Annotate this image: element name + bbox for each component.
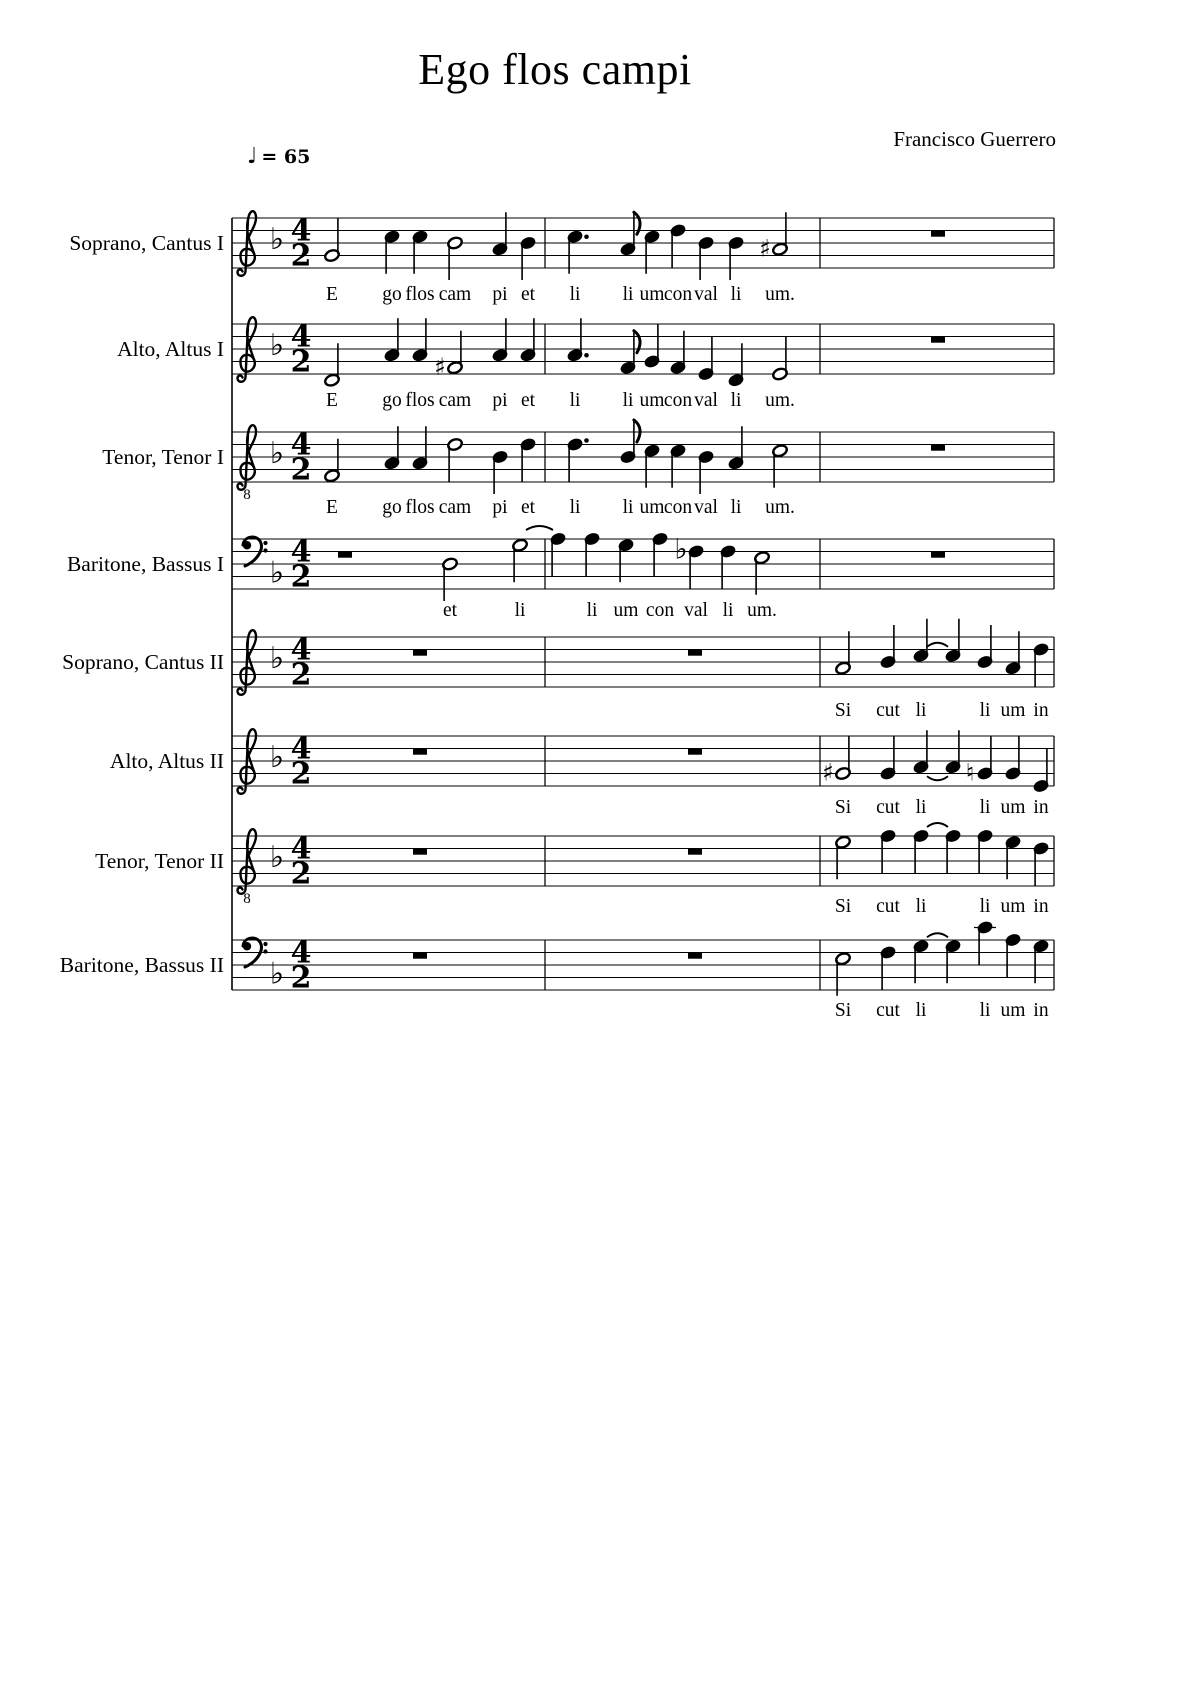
- augmentation-dot: [584, 353, 589, 358]
- lyric-syllable: pi: [492, 497, 508, 518]
- measure-rest: [688, 953, 702, 959]
- lyric-syllable: um.: [765, 390, 795, 411]
- note: [974, 920, 996, 964]
- lyric-syllable: li: [979, 1000, 991, 1021]
- note: [1005, 835, 1022, 879]
- note: [945, 939, 962, 983]
- lyric-syllable: in: [1033, 797, 1049, 818]
- lyric-syllable: li: [979, 797, 991, 818]
- note: [520, 236, 537, 280]
- lyric-syllable: E: [326, 390, 338, 411]
- lyric-syllable: et: [520, 497, 536, 518]
- lyric-syllable: um: [1000, 797, 1026, 818]
- note: [1005, 631, 1022, 675]
- lyric-syllable: val: [694, 284, 718, 305]
- measure-rest: [688, 749, 702, 755]
- lyric-syllable: um.: [765, 497, 795, 518]
- key-signature-flat: ♭: [269, 641, 285, 676]
- note: [698, 236, 715, 280]
- note: [567, 318, 589, 362]
- octave-8-mark: 8: [243, 891, 251, 907]
- staff: [232, 526, 1054, 601]
- note: [977, 625, 994, 669]
- note: [720, 544, 737, 588]
- lyric-syllable: cut: [876, 797, 900, 818]
- lyric-syllable: flos: [405, 284, 435, 305]
- note: [520, 318, 537, 362]
- part-label: Tenor, Tenor I: [102, 445, 224, 469]
- lyric-syllable: li: [730, 390, 742, 411]
- note: [442, 557, 459, 601]
- lyric-syllable: flos: [405, 497, 435, 518]
- lyric-syllable: in: [1033, 1000, 1049, 1021]
- lyric-syllable: flos: [405, 390, 435, 411]
- lyric-syllable: um: [639, 497, 665, 518]
- note: [674, 533, 704, 589]
- staff: [232, 823, 1054, 907]
- note: [698, 450, 715, 494]
- part-label: Baritone, Bassus II: [59, 953, 224, 977]
- lyric-syllable: val: [694, 497, 718, 518]
- note: [512, 538, 529, 582]
- note: [618, 538, 635, 582]
- note: [772, 444, 789, 488]
- whole-rest: [338, 552, 352, 558]
- staff: [232, 211, 1054, 280]
- lyric-syllable: pi: [492, 284, 508, 305]
- note: [620, 331, 640, 375]
- note: [913, 730, 930, 774]
- lyric-syllable: go: [382, 390, 402, 411]
- lyric-syllable: Si: [834, 797, 852, 818]
- note: [977, 829, 994, 873]
- note: [698, 337, 715, 381]
- time-signature-numerator: 4: [290, 632, 312, 668]
- note: [644, 325, 661, 369]
- key-signature-flat: ♭: [269, 740, 285, 775]
- lyric-syllable: li: [730, 497, 742, 518]
- lyric-syllable: con: [663, 390, 693, 411]
- lyric-syllable: cut: [876, 896, 900, 917]
- lyric-syllable: E: [326, 497, 338, 518]
- lyric-syllable: go: [382, 497, 402, 518]
- lyric-syllable: li: [586, 600, 598, 621]
- note: [772, 337, 789, 381]
- lyric-syllable: li: [979, 700, 991, 721]
- lyric-syllable: con: [663, 284, 693, 305]
- lyric-syllable: um: [613, 600, 639, 621]
- note: [447, 236, 464, 280]
- note: [728, 236, 745, 280]
- note: [945, 829, 962, 873]
- measure-rest: [931, 337, 945, 343]
- lyric-syllable: cam: [438, 284, 472, 305]
- note: [492, 212, 509, 256]
- octave-8-mark: 8: [243, 487, 251, 503]
- tie: [927, 776, 948, 780]
- note: [652, 532, 669, 576]
- key-signature-flat: ♭: [269, 555, 285, 591]
- note: [913, 619, 930, 663]
- measure-rest: [413, 650, 427, 656]
- measure-rest: [931, 445, 945, 451]
- lyric-syllable: um: [639, 284, 665, 305]
- lyric-syllable: et: [520, 284, 536, 305]
- lyric-syllable: li: [979, 896, 991, 917]
- note: [835, 631, 852, 675]
- note: [670, 331, 687, 375]
- lyric-syllable: li: [915, 896, 927, 917]
- note: [567, 230, 589, 274]
- lyric-syllable: li: [514, 600, 526, 621]
- note: [620, 212, 640, 256]
- note: [913, 829, 930, 873]
- note: [728, 426, 745, 470]
- lyric-syllable: con: [663, 497, 693, 518]
- time-signature-numerator: 4: [290, 731, 312, 767]
- time-signature-numerator: 4: [290, 319, 312, 355]
- time-signature-numerator: 4: [290, 427, 312, 463]
- note: [644, 444, 661, 488]
- note: [754, 551, 771, 595]
- time-signature-numerator: 4: [290, 534, 312, 570]
- piece-title: Ego flos campi: [418, 45, 692, 94]
- note: [1005, 933, 1022, 977]
- tie: [927, 643, 948, 647]
- lyric-syllable: li: [569, 390, 581, 411]
- measure-rest: [931, 231, 945, 237]
- lyric-syllable: um: [1000, 1000, 1026, 1021]
- note: [880, 737, 897, 781]
- time-signature-numerator: 4: [290, 831, 312, 867]
- lyric-syllable: um: [1000, 896, 1026, 917]
- lyric-syllable: li: [730, 284, 742, 305]
- note: [1033, 642, 1050, 686]
- note: [1033, 841, 1050, 885]
- time-signature-numerator: 4: [290, 935, 312, 971]
- lyric-syllable: cam: [438, 497, 472, 518]
- augmentation-dot: [584, 234, 589, 239]
- key-signature-flat: ♭: [269, 436, 285, 471]
- note: [670, 223, 687, 267]
- lyric-syllable: val: [694, 390, 718, 411]
- measure-rest: [688, 650, 702, 656]
- note: [412, 426, 429, 470]
- note: [670, 444, 687, 488]
- note: [447, 437, 464, 481]
- note: [412, 318, 429, 362]
- note: [584, 532, 601, 576]
- lyric-syllable: in: [1033, 700, 1049, 721]
- staff: [232, 317, 1054, 387]
- note: [759, 212, 788, 262]
- lyric-syllable: et: [520, 390, 536, 411]
- part-label: Soprano, Cantus I: [69, 231, 224, 255]
- lyric-syllable: li: [569, 497, 581, 518]
- lyric-syllable: um: [639, 390, 665, 411]
- lyric-syllable: Si: [834, 700, 852, 721]
- staff: [232, 619, 1054, 695]
- treble-clef-icon: [238, 838, 249, 894]
- measure-rest: [413, 749, 427, 755]
- bass-clef-icon: [263, 548, 267, 552]
- note: [324, 343, 341, 387]
- measure-rest: [931, 552, 945, 558]
- measure-rest: [413, 953, 427, 959]
- flat-accidental: ♭: [674, 532, 688, 566]
- lyric-syllable: Si: [834, 896, 852, 917]
- lyric-syllable: um: [1000, 700, 1026, 721]
- eighth-flag: [634, 420, 640, 442]
- lyric-syllable: et: [442, 600, 458, 621]
- lyric-syllable: pi: [492, 390, 508, 411]
- note: [412, 230, 429, 274]
- note: [945, 730, 962, 774]
- lyric-syllable: E: [326, 284, 338, 305]
- treble-clef-icon: [238, 434, 249, 490]
- tie: [927, 933, 948, 937]
- lyric-syllable: go: [382, 284, 402, 305]
- time-signature-denominator: 2: [290, 856, 312, 892]
- note: [880, 625, 897, 669]
- note: [1005, 737, 1022, 781]
- lyric-syllable: Si: [834, 1000, 852, 1021]
- tie: [526, 526, 553, 530]
- note: [945, 619, 962, 663]
- tie: [927, 823, 948, 827]
- natural-accidental: ♮: [965, 758, 975, 787]
- lyric-syllable: li: [915, 1000, 927, 1021]
- measure-rest: [413, 849, 427, 855]
- treble-clef-icon: [238, 326, 249, 382]
- note: [913, 939, 930, 983]
- lyric-syllable: li: [622, 284, 634, 305]
- note: [1033, 749, 1050, 793]
- bass-clef-icon: [263, 949, 267, 953]
- key-signature-flat: ♭: [269, 328, 285, 363]
- note: [880, 829, 897, 873]
- note: [492, 318, 509, 362]
- key-signature-flat: ♭: [269, 222, 285, 257]
- treble-clef-icon: [238, 639, 249, 695]
- lyric-syllable: li: [915, 797, 927, 818]
- part-label: Baritone, Bassus I: [66, 552, 224, 576]
- staff: [232, 420, 1054, 503]
- time-signature-denominator: 2: [290, 756, 312, 792]
- lyric-syllable: cut: [876, 1000, 900, 1021]
- time-signature-denominator: 2: [290, 960, 312, 996]
- note: [1033, 939, 1050, 983]
- sharp-accidental: ♯: [434, 352, 446, 381]
- lyric-syllable: li: [915, 700, 927, 721]
- part-label: Alto, Altus II: [109, 749, 224, 773]
- note: [835, 952, 852, 996]
- sharp-accidental: ♯: [759, 234, 771, 263]
- lyric-syllable: um.: [765, 284, 795, 305]
- part-label: Tenor, Tenor II: [95, 849, 224, 873]
- bass-clef-icon: [263, 541, 267, 545]
- quarter-note-icon: ♩: [247, 144, 258, 169]
- note: [434, 331, 463, 381]
- lyric-syllable: um.: [747, 600, 777, 621]
- time-signature-denominator: 2: [290, 657, 312, 693]
- composer-credit: Francisco Guerrero: [893, 127, 1056, 151]
- time-signature-denominator: 2: [290, 238, 312, 274]
- lyric-syllable: li: [622, 497, 634, 518]
- time-signature-denominator: 2: [290, 452, 312, 488]
- lyric-syllable: con: [645, 600, 675, 621]
- note: [384, 230, 401, 274]
- bass-clef-icon: [263, 942, 267, 946]
- note: [324, 219, 341, 263]
- key-signature-flat: ♭: [269, 840, 285, 875]
- note: [644, 230, 661, 274]
- note: [550, 532, 567, 576]
- lyric-syllable: cam: [438, 390, 472, 411]
- augmentation-dot: [584, 438, 589, 443]
- tempo-value: = 65: [261, 146, 311, 168]
- note: [520, 437, 537, 481]
- staff: [232, 920, 1054, 995]
- time-signature-numerator: 4: [290, 213, 312, 249]
- treble-clef-icon: [238, 220, 249, 276]
- time-signature-denominator: 2: [290, 559, 312, 595]
- note: [384, 426, 401, 470]
- staff: [232, 729, 1054, 794]
- part-label: Soprano, Cantus II: [62, 650, 224, 674]
- note: [880, 945, 897, 989]
- note: [835, 835, 852, 879]
- treble-clef-icon: [238, 738, 249, 794]
- note: [384, 318, 401, 362]
- lyric-syllable: li: [622, 390, 634, 411]
- lyric-syllable: li: [569, 284, 581, 305]
- time-signature-denominator: 2: [290, 344, 312, 380]
- key-signature-flat: ♭: [269, 956, 285, 992]
- lyric-syllable: in: [1033, 896, 1049, 917]
- measure-rest: [688, 849, 702, 855]
- note: [324, 439, 341, 483]
- lyric-syllable: cut: [876, 700, 900, 721]
- sharp-accidental: ♯: [822, 758, 834, 787]
- note: [728, 343, 745, 387]
- note: [492, 450, 509, 494]
- lyric-syllable: li: [722, 600, 734, 621]
- lyric-syllable: val: [684, 600, 708, 621]
- part-label: Alto, Altus I: [117, 337, 224, 361]
